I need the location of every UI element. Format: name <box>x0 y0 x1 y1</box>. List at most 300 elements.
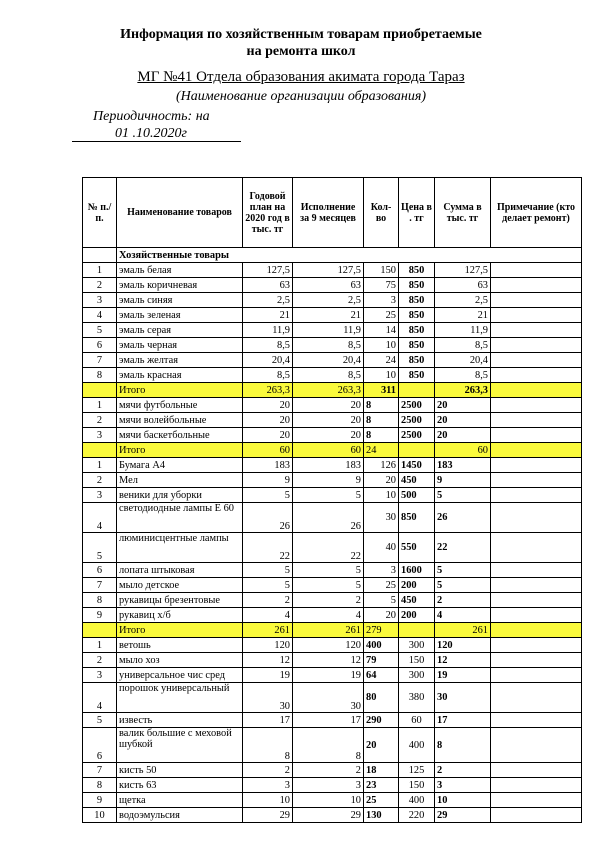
col-header-note: Примечание (кто делает ремонт) <box>491 178 582 248</box>
row-plan: 60 <box>243 443 293 458</box>
row-plan: 3 <box>243 778 293 793</box>
row-sum: 9 <box>435 473 491 488</box>
row-price: 220 <box>399 808 435 823</box>
table-row <box>83 808 582 823</box>
row-sum: 20 <box>435 428 491 443</box>
organization-text: МГ №41 Отдела образования акимата города Тараз <box>137 69 465 85</box>
row-sum: 120 <box>435 638 491 653</box>
total-row <box>83 623 582 638</box>
row-execution: 30 <box>293 683 364 713</box>
row-sum: 30 <box>435 683 491 713</box>
table-row <box>83 473 582 488</box>
row-quantity: 20 <box>364 728 399 763</box>
row-name: Бумага А4 <box>117 458 243 473</box>
row-quantity: 30 <box>364 503 399 533</box>
row-plan: 8,5 <box>243 368 293 383</box>
row-quantity: 10 <box>364 368 399 383</box>
row-number: 7 <box>83 353 117 368</box>
row-quantity: 79 <box>364 653 399 668</box>
row-price: 125 <box>399 763 435 778</box>
row-execution: 63 <box>293 278 364 293</box>
row-plan: 12 <box>243 653 293 668</box>
row-note <box>491 653 582 668</box>
row-plan: 183 <box>243 458 293 473</box>
row-price: 150 <box>399 778 435 793</box>
row-note <box>491 668 582 683</box>
section-title: Хозяйственные товары <box>117 248 582 263</box>
row-number: 2 <box>83 278 117 293</box>
table-row <box>83 413 582 428</box>
row-quantity: 400 <box>364 638 399 653</box>
row-sum: 263,3 <box>435 383 491 398</box>
row-quantity: 3 <box>364 293 399 308</box>
row-name: порошок универсальный <box>117 683 243 713</box>
row-number: 8 <box>83 368 117 383</box>
row-name: Мел <box>117 473 243 488</box>
row-sum: 5 <box>435 488 491 503</box>
row-number <box>83 443 117 458</box>
table-row <box>83 683 582 713</box>
row-note <box>491 488 582 503</box>
row-price: 60 <box>399 713 435 728</box>
row-quantity: 5 <box>364 593 399 608</box>
row-plan: 22 <box>243 533 293 563</box>
row-execution: 20 <box>293 413 364 428</box>
table-row <box>83 668 582 683</box>
row-note <box>491 638 582 653</box>
row-price: 400 <box>399 728 435 763</box>
table-row <box>83 563 582 578</box>
row-price: 850 <box>399 503 435 533</box>
row-price: 300 <box>399 668 435 683</box>
table-row <box>83 293 582 308</box>
row-number: 8 <box>83 778 117 793</box>
row-plan: 5 <box>243 563 293 578</box>
row-name: веники для уборки <box>117 488 243 503</box>
table-row <box>83 593 582 608</box>
table-row <box>83 533 582 563</box>
row-price: 500 <box>399 488 435 503</box>
row-note <box>491 533 582 563</box>
row-price: 380 <box>399 683 435 713</box>
row-quantity: 24 <box>364 353 399 368</box>
row-number: 7 <box>83 578 117 593</box>
total-row <box>83 443 582 458</box>
row-quantity: 20 <box>364 473 399 488</box>
row-sum: 8,5 <box>435 338 491 353</box>
row-plan: 263,3 <box>243 383 293 398</box>
row-price: 2500 <box>399 398 435 413</box>
row-sum: 5 <box>435 578 491 593</box>
row-price: 2500 <box>399 413 435 428</box>
row-note <box>491 278 582 293</box>
row-execution: 5 <box>293 578 364 593</box>
row-price: 450 <box>399 593 435 608</box>
row-name: водоэмульсия <box>117 808 243 823</box>
row-note <box>491 473 582 488</box>
row-quantity: 279 <box>364 623 399 638</box>
row-execution: 20,4 <box>293 353 364 368</box>
row-execution: 12 <box>293 653 364 668</box>
row-note <box>491 353 582 368</box>
table-row <box>83 608 582 623</box>
row-sum: 63 <box>435 278 491 293</box>
row-quantity: 130 <box>364 808 399 823</box>
title-line-2: на ремонта школ <box>246 44 356 59</box>
table-row <box>83 323 582 338</box>
row-plan: 17 <box>243 713 293 728</box>
organization-name <box>0 69 602 86</box>
row-price: 850 <box>399 368 435 383</box>
row-execution: 5 <box>293 563 364 578</box>
table-row <box>83 638 582 653</box>
row-number: 7 <box>83 763 117 778</box>
table-row <box>83 278 582 293</box>
row-quantity: 24 <box>364 443 399 458</box>
row-name: эмаль зеленая <box>117 308 243 323</box>
goods-table <box>82 177 582 823</box>
row-plan: 127,5 <box>243 263 293 278</box>
row-note <box>491 443 582 458</box>
table-row <box>83 778 582 793</box>
row-execution: 3 <box>293 778 364 793</box>
row-execution: 8,5 <box>293 368 364 383</box>
row-number: 2 <box>83 653 117 668</box>
row-name: Итого <box>117 623 243 638</box>
row-plan: 8 <box>243 728 293 763</box>
table-row <box>83 503 582 533</box>
row-sum: 17 <box>435 713 491 728</box>
row-sum: 26 <box>435 503 491 533</box>
row-quantity: 75 <box>364 278 399 293</box>
row-note <box>491 578 582 593</box>
row-name: эмаль белая <box>117 263 243 278</box>
row-number: 6 <box>83 563 117 578</box>
row-name: эмаль синяя <box>117 293 243 308</box>
row-plan: 120 <box>243 638 293 653</box>
row-note <box>491 458 582 473</box>
row-price <box>399 383 435 398</box>
row-quantity: 10 <box>364 488 399 503</box>
row-price <box>399 443 435 458</box>
row-price <box>399 623 435 638</box>
row-plan: 20 <box>243 398 293 413</box>
row-execution: 10 <box>293 793 364 808</box>
row-note <box>491 428 582 443</box>
row-name: мячи волейбольные <box>117 413 243 428</box>
row-sum: 5 <box>435 563 491 578</box>
row-price: 1600 <box>399 563 435 578</box>
row-quantity: 64 <box>364 668 399 683</box>
row-quantity: 126 <box>364 458 399 473</box>
row-name: ветошь <box>117 638 243 653</box>
row-number: 6 <box>83 338 117 353</box>
row-quantity: 8 <box>364 413 399 428</box>
row-plan: 261 <box>243 623 293 638</box>
row-sum: 3 <box>435 778 491 793</box>
row-note <box>491 593 582 608</box>
row-name: щетка <box>117 793 243 808</box>
row-quantity: 18 <box>364 763 399 778</box>
col-header-name: Наименование товаров <box>117 178 243 248</box>
row-number: 1 <box>83 398 117 413</box>
row-note <box>491 383 582 398</box>
row-name: эмаль коричневая <box>117 278 243 293</box>
row-price: 200 <box>399 578 435 593</box>
row-price: 150 <box>399 653 435 668</box>
table-row <box>83 488 582 503</box>
section-row <box>83 248 582 263</box>
table-row <box>83 763 582 778</box>
row-quantity: 80 <box>364 683 399 713</box>
row-execution: 2 <box>293 763 364 778</box>
table-row <box>83 263 582 278</box>
row-quantity: 8 <box>364 428 399 443</box>
row-price: 850 <box>399 278 435 293</box>
row-quantity: 20 <box>364 608 399 623</box>
row-sum: 4 <box>435 608 491 623</box>
row-sum: 21 <box>435 308 491 323</box>
row-quantity: 25 <box>364 578 399 593</box>
row-plan: 11,9 <box>243 323 293 338</box>
table-row <box>83 308 582 323</box>
row-name: универсальное чис сред <box>117 668 243 683</box>
row-plan: 10 <box>243 793 293 808</box>
row-sum: 2,5 <box>435 293 491 308</box>
row-execution: 19 <box>293 668 364 683</box>
row-note <box>491 263 582 278</box>
row-note <box>491 293 582 308</box>
row-sum: 19 <box>435 668 491 683</box>
row-plan: 20,4 <box>243 353 293 368</box>
row-note <box>491 623 582 638</box>
row-execution: 4 <box>293 608 364 623</box>
row-number: 4 <box>83 308 117 323</box>
table-row <box>83 713 582 728</box>
organization-note: (Наименование организации образования) <box>175 89 427 104</box>
row-sum: 20 <box>435 398 491 413</box>
periodicity-underline <box>72 141 241 142</box>
row-name: эмаль серая <box>117 323 243 338</box>
row-name: эмаль черная <box>117 338 243 353</box>
row-sum: 2 <box>435 763 491 778</box>
document-title <box>0 26 602 60</box>
row-price: 400 <box>399 793 435 808</box>
row-price: 450 <box>399 473 435 488</box>
row-sum: 29 <box>435 808 491 823</box>
row-execution: 29 <box>293 808 364 823</box>
row-execution: 263,3 <box>293 383 364 398</box>
row-sum: 127,5 <box>435 263 491 278</box>
row-name: рукавиц х/б <box>117 608 243 623</box>
table-row <box>83 728 582 763</box>
row-sum: 22 <box>435 533 491 563</box>
row-quantity: 25 <box>364 308 399 323</box>
row-name: известь <box>117 713 243 728</box>
row-number: 1 <box>83 638 117 653</box>
row-plan: 2 <box>243 593 293 608</box>
table-row <box>83 578 582 593</box>
row-number: 9 <box>83 793 117 808</box>
title-line-1: Информация по хозяйственным товарам приобретаемые <box>120 27 482 42</box>
row-quantity: 3 <box>364 563 399 578</box>
table-row <box>83 353 582 368</box>
row-sum: 2 <box>435 593 491 608</box>
row-execution: 2,5 <box>293 293 364 308</box>
row-name: светодиодные лампы Е 60 <box>117 503 243 533</box>
row-number: 4 <box>83 683 117 713</box>
row-execution: 20 <box>293 398 364 413</box>
row-number: 3 <box>83 293 117 308</box>
row-price: 850 <box>399 323 435 338</box>
row-name: эмаль желтая <box>117 353 243 368</box>
row-name: Итого <box>117 443 243 458</box>
row-plan: 19 <box>243 668 293 683</box>
col-header-plan: Годовой план на 2020 год в тыс. тг <box>243 178 293 248</box>
row-execution: 2 <box>293 593 364 608</box>
row-execution: 60 <box>293 443 364 458</box>
row-note <box>491 808 582 823</box>
row-plan: 20 <box>243 428 293 443</box>
row-quantity: 14 <box>364 323 399 338</box>
row-quantity: 311 <box>364 383 399 398</box>
col-header-execution: Исполнение за 9 месяцев <box>293 178 364 248</box>
table-row <box>83 338 582 353</box>
row-note <box>491 398 582 413</box>
row-number: 2 <box>83 473 117 488</box>
row-number: 1 <box>83 458 117 473</box>
row-plan: 4 <box>243 608 293 623</box>
row-execution: 120 <box>293 638 364 653</box>
periodicity-label: Периодичность: на <box>93 109 210 124</box>
col-header-number: № п./п. <box>83 178 117 248</box>
row-note <box>491 778 582 793</box>
row-execution: 9 <box>293 473 364 488</box>
row-price: 850 <box>399 263 435 278</box>
row-number: 1 <box>83 263 117 278</box>
table-row <box>83 368 582 383</box>
row-plan: 2,5 <box>243 293 293 308</box>
row-execution: 261 <box>293 623 364 638</box>
row-plan: 2 <box>243 763 293 778</box>
row-name: мячи баскетбольные <box>117 428 243 443</box>
row-number: 5 <box>83 323 117 338</box>
row-quantity: 150 <box>364 263 399 278</box>
row-note <box>491 413 582 428</box>
row-name: валик большие с меховой шубкой <box>117 728 243 763</box>
periodicity-date: 01 .10.2020г <box>115 126 187 141</box>
row-plan: 29 <box>243 808 293 823</box>
row-execution: 127,5 <box>293 263 364 278</box>
row-sum: 20 <box>435 413 491 428</box>
row-name: мячи футбольные <box>117 398 243 413</box>
row-plan: 5 <box>243 488 293 503</box>
row-price: 850 <box>399 353 435 368</box>
table-row <box>83 398 582 413</box>
row-number <box>83 623 117 638</box>
row-note <box>491 713 582 728</box>
row-quantity: 40 <box>364 533 399 563</box>
row-plan: 5 <box>243 578 293 593</box>
row-execution: 17 <box>293 713 364 728</box>
row-price: 1450 <box>399 458 435 473</box>
row-quantity: 25 <box>364 793 399 808</box>
row-number: 3 <box>83 668 117 683</box>
row-note <box>491 683 582 713</box>
row-sum: 12 <box>435 653 491 668</box>
row-number: 10 <box>83 808 117 823</box>
row-number <box>83 383 117 398</box>
row-note <box>491 338 582 353</box>
row-number: 4 <box>83 503 117 533</box>
col-header-price: Цена в . тг <box>399 178 435 248</box>
row-sum: 8 <box>435 728 491 763</box>
row-number: 9 <box>83 608 117 623</box>
row-price: 200 <box>399 608 435 623</box>
row-number: 6 <box>83 728 117 763</box>
row-price: 550 <box>399 533 435 563</box>
row-execution: 21 <box>293 308 364 323</box>
row-execution: 183 <box>293 458 364 473</box>
row-note <box>491 308 582 323</box>
row-name: люминисцентные лампы <box>117 533 243 563</box>
table-row <box>83 793 582 808</box>
row-number: 5 <box>83 713 117 728</box>
row-sum: 261 <box>435 623 491 638</box>
row-plan: 21 <box>243 308 293 323</box>
row-execution: 8,5 <box>293 338 364 353</box>
row-note <box>491 608 582 623</box>
row-number: 8 <box>83 593 117 608</box>
row-price: 2500 <box>399 428 435 443</box>
row-name: кисть 63 <box>117 778 243 793</box>
table-row <box>83 653 582 668</box>
row-price: 850 <box>399 308 435 323</box>
row-plan: 9 <box>243 473 293 488</box>
row-number: 3 <box>83 428 117 443</box>
row-plan: 30 <box>243 683 293 713</box>
row-price: 850 <box>399 338 435 353</box>
row-name: Итого <box>117 383 243 398</box>
row-number: 5 <box>83 533 117 563</box>
row-sum: 8,5 <box>435 368 491 383</box>
table-row <box>83 428 582 443</box>
row-name: рукавицы брезентовые <box>117 593 243 608</box>
row-plan: 8,5 <box>243 338 293 353</box>
row-note <box>491 793 582 808</box>
col-header-sum: Сумма в тыс. тг <box>435 178 491 248</box>
row-note <box>491 323 582 338</box>
row-execution: 5 <box>293 488 364 503</box>
row-sum: 11,9 <box>435 323 491 338</box>
row-plan: 63 <box>243 278 293 293</box>
row-name: лопата штыковая <box>117 563 243 578</box>
table-row <box>83 458 582 473</box>
row-execution: 20 <box>293 428 364 443</box>
row-execution: 26 <box>293 503 364 533</box>
table-header-row <box>83 178 582 248</box>
total-row <box>83 383 582 398</box>
row-execution: 11,9 <box>293 323 364 338</box>
row-plan: 20 <box>243 413 293 428</box>
row-note <box>491 368 582 383</box>
row-name: мыло детское <box>117 578 243 593</box>
row-note <box>491 728 582 763</box>
row-sum: 20,4 <box>435 353 491 368</box>
col-header-quantity: Кол-во <box>364 178 399 248</box>
row-name: кисть 50 <box>117 763 243 778</box>
row-sum: 60 <box>435 443 491 458</box>
